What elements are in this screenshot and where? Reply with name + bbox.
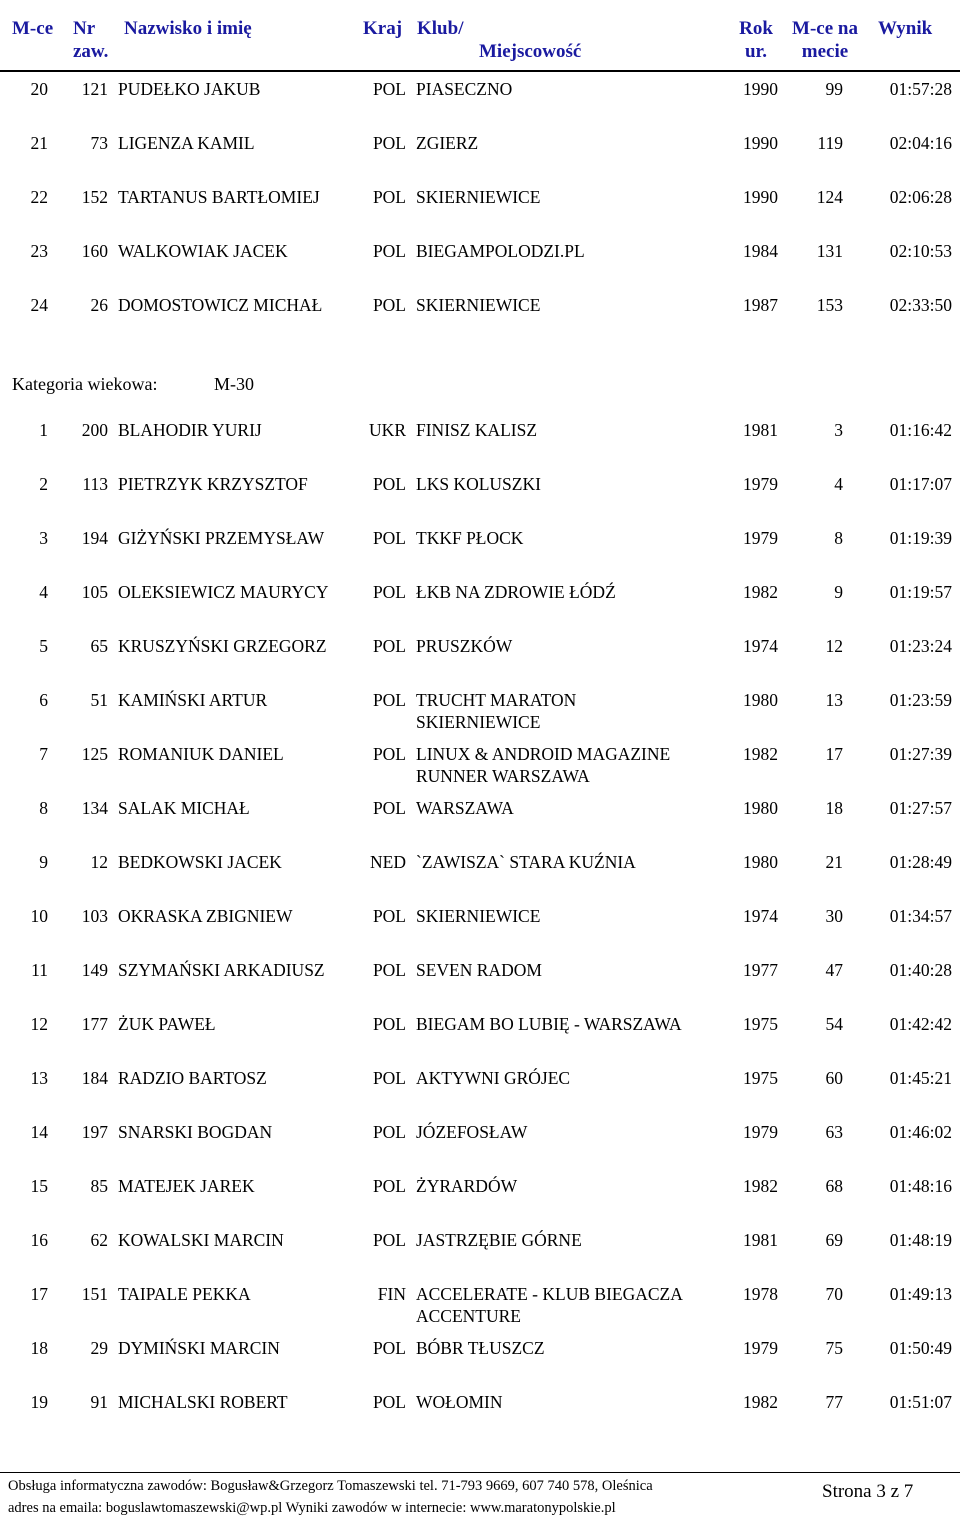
cell-name: PIETRZYK KRZYSZTOF xyxy=(118,474,308,494)
cell-club-line: `ZAWISZA` STARA KUŹNIA xyxy=(416,852,636,872)
cell-cat-place: 18 xyxy=(825,798,843,818)
cell-cat-place: 17 xyxy=(825,744,843,764)
cell-year: 1974 xyxy=(743,636,778,656)
cell-club xyxy=(416,581,616,603)
cell-place: 13 xyxy=(30,1068,48,1088)
cell-club xyxy=(416,743,670,787)
cell-club xyxy=(416,419,537,441)
cell-name: SNARSKI BOGDAN xyxy=(118,1122,273,1142)
cell-club-line: BIEGAM BO LUBIĘ - WARSZAWA xyxy=(416,1014,682,1034)
cell-country: POL xyxy=(372,1068,406,1088)
cell-club-line: JASTRZĘBIE GÓRNE xyxy=(416,1230,582,1250)
cell-place: 14 xyxy=(30,1122,48,1142)
cell-bib: 200 xyxy=(81,420,108,440)
cell-club xyxy=(416,905,540,927)
cell-year: 1990 xyxy=(743,133,778,153)
cell-country: POL xyxy=(372,1014,406,1034)
cell-cat-place: 77 xyxy=(825,1392,843,1412)
cell-club-line: SKIERNIEWICE xyxy=(416,187,541,207)
cell-club-line: BIEGAMPOLODZI.PL xyxy=(416,241,585,261)
cell-result: 01:49:13 xyxy=(889,1284,952,1304)
cell-country: POL xyxy=(372,906,406,926)
cell-club-line: JÓZEFOSŁAW xyxy=(416,1122,528,1142)
cell-cat-place: 9 xyxy=(834,582,843,602)
cell-name: LIGENZA KAMIL xyxy=(118,133,255,153)
footer-contact: adres na emaila: boguslawtomaszewski@wp.pl Wyniki zawodów w internecie: www.maratonypolskie.pl xyxy=(8,1500,616,1516)
cell-club-line: PRUSZKÓW xyxy=(416,636,513,656)
cell-year: 1981 xyxy=(743,420,778,440)
cell-country: POL xyxy=(372,1392,406,1412)
cell-bib: 177 xyxy=(81,1014,108,1034)
cell-cat-place: 75 xyxy=(825,1338,843,1358)
cell-result: 02:04:16 xyxy=(889,133,952,153)
cell-club xyxy=(416,1121,527,1143)
header-result: Wynik xyxy=(878,18,933,39)
cell-bib: 85 xyxy=(90,1176,108,1196)
cell-year: 1979 xyxy=(743,474,778,494)
cell-cat-place: 63 xyxy=(825,1122,843,1142)
cell-bib: 26 xyxy=(90,295,108,315)
cell-cat-place: 119 xyxy=(817,133,843,153)
cell-year: 1974 xyxy=(743,906,778,926)
cell-year: 1982 xyxy=(743,1176,778,1196)
cell-bib: 197 xyxy=(81,1122,108,1142)
cell-club-line: PIASECZNO xyxy=(416,79,513,99)
cell-year: 1975 xyxy=(743,1014,778,1034)
cell-club xyxy=(416,959,542,981)
cell-country: POL xyxy=(372,187,406,207)
cell-cat-place: 124 xyxy=(816,187,843,207)
cell-country: POL xyxy=(372,241,406,261)
cell-country: POL xyxy=(372,690,406,710)
cell-club xyxy=(416,797,514,819)
cell-club-line: WOŁOMIN xyxy=(416,1392,503,1412)
cell-result: 01:27:39 xyxy=(889,744,952,764)
cell-place: 18 xyxy=(30,1338,48,1358)
footer-credits: Obsługa informatyczna zawodów: Bogusław&Grzegorz Tomaszewski tel. 71-793 9669, 607 740 578, Oleśnica xyxy=(8,1478,653,1494)
cell-cat-place: 21 xyxy=(825,852,843,872)
cell-club-line: LKS KOLUSZKI xyxy=(416,474,541,494)
cell-cat-place: 4 xyxy=(834,474,843,494)
cell-cat-place: 131 xyxy=(816,241,843,261)
cell-place: 15 xyxy=(30,1176,48,1196)
cell-club-line: SKIERNIEWICE xyxy=(416,712,541,732)
cell-name: BLAHODIR YURIJ xyxy=(118,420,262,440)
cell-cat-place: 153 xyxy=(816,295,843,315)
cell-club-line: SEVEN RADOM xyxy=(416,960,542,980)
cell-result: 01:34:57 xyxy=(889,906,952,926)
cell-result: 01:57:28 xyxy=(889,79,952,99)
cell-place: 22 xyxy=(30,187,48,207)
cell-name: KAMIŃSKI ARTUR xyxy=(118,690,268,710)
category-value: M-30 xyxy=(214,374,254,394)
cell-cat-place: 30 xyxy=(825,906,843,926)
category-heading xyxy=(12,373,254,395)
cell-bib: 65 xyxy=(90,636,108,656)
cell-club-line: ZGIERZ xyxy=(416,133,479,153)
cell-bib: 12 xyxy=(90,852,108,872)
header-name: Nazwisko i imię xyxy=(124,18,252,39)
cell-club xyxy=(416,132,478,154)
cell-year: 1978 xyxy=(743,1284,778,1304)
cell-result: 01:16:42 xyxy=(889,420,952,440)
cell-club xyxy=(416,473,541,495)
page-number: Strona 3 z 7 xyxy=(822,1481,914,1502)
cell-year: 1982 xyxy=(743,744,778,764)
cell-bib: 184 xyxy=(81,1068,108,1088)
cell-country: POL xyxy=(372,133,406,153)
cell-place: 9 xyxy=(39,852,48,872)
cell-cat-place: 99 xyxy=(825,79,843,99)
cell-bib: 73 xyxy=(90,133,108,153)
cell-country: POL xyxy=(372,1122,406,1142)
cell-bib: 105 xyxy=(81,582,108,602)
cell-place: 8 xyxy=(39,798,48,818)
cell-name: SALAK MICHAŁ xyxy=(118,798,250,818)
cell-place: 21 xyxy=(30,133,48,153)
cell-year: 1979 xyxy=(743,1122,778,1142)
cell-name: DYMIŃSKI MARCIN xyxy=(118,1338,280,1358)
cell-result: 01:23:59 xyxy=(889,690,952,710)
cell-cat-place: 12 xyxy=(825,636,843,656)
cell-result: 01:28:49 xyxy=(889,852,952,872)
cell-club xyxy=(416,851,636,873)
cell-country: POL xyxy=(372,79,406,99)
cell-bib: 149 xyxy=(81,960,108,980)
cell-country: POL xyxy=(372,960,406,980)
cell-club-line: ŁKB NA ZDROWIE ŁÓDŹ xyxy=(416,582,616,602)
cell-club xyxy=(416,1337,545,1359)
cell-result: 01:48:16 xyxy=(889,1176,952,1196)
cell-result: 01:40:28 xyxy=(889,960,952,980)
cell-result: 01:19:39 xyxy=(889,528,952,548)
cell-bib: 121 xyxy=(81,79,108,99)
cell-cat-place: 69 xyxy=(825,1230,843,1250)
cell-result: 01:51:07 xyxy=(889,1392,952,1412)
cell-name: ŻUK PAWEŁ xyxy=(118,1014,216,1034)
cell-bib: 62 xyxy=(90,1230,108,1250)
cell-country: POL xyxy=(372,295,406,315)
cell-result: 01:50:49 xyxy=(889,1338,952,1358)
cell-result: 02:10:53 xyxy=(889,241,952,261)
cell-place: 23 xyxy=(30,241,48,261)
cell-place: 4 xyxy=(39,582,48,602)
cell-year: 1987 xyxy=(743,295,778,315)
cell-place: 12 xyxy=(30,1014,48,1034)
cell-bib: 51 xyxy=(90,690,108,710)
cell-club xyxy=(416,1283,683,1327)
cell-result: 01:48:19 xyxy=(889,1230,952,1250)
cell-name: TARTANUS BARTŁOMIEJ xyxy=(118,187,320,207)
cell-bib: 152 xyxy=(81,187,108,207)
cell-club xyxy=(416,78,512,100)
header-year: Rok ur. xyxy=(739,18,773,62)
cell-cat-place: 13 xyxy=(825,690,843,710)
cell-club xyxy=(416,1175,517,1197)
cell-club-line: ŻYRARDÓW xyxy=(416,1176,518,1196)
category-label: Kategoria wiekowa: xyxy=(12,374,158,394)
cell-club-line: LINUX & ANDROID MAGAZINE xyxy=(416,744,671,764)
cell-club-line: ACCENTURE xyxy=(416,1306,521,1326)
header-place: M-ce xyxy=(12,18,54,39)
cell-club-line: RUNNER WARSZAWA xyxy=(416,766,590,786)
cell-club-line: TRUCHT MARATON xyxy=(416,690,577,710)
cell-country: UKR xyxy=(369,420,406,440)
cell-year: 1980 xyxy=(743,852,778,872)
cell-year: 1975 xyxy=(743,1068,778,1088)
cell-year: 1982 xyxy=(743,582,778,602)
cell-year: 1982 xyxy=(743,1392,778,1412)
cell-name: ROMANIUK DANIEL xyxy=(118,744,284,764)
cell-name: BEDKOWSKI JACEK xyxy=(118,852,282,872)
cell-club xyxy=(416,1013,682,1035)
cell-cat-place: 47 xyxy=(825,960,843,980)
cell-name: RADZIO BARTOSZ xyxy=(118,1068,267,1088)
cell-bib: 134 xyxy=(81,798,108,818)
cell-name: WALKOWIAK JACEK xyxy=(118,241,288,261)
cell-club xyxy=(416,1229,582,1251)
cell-club-line: ACCELERATE - KLUB BIEGACZA xyxy=(416,1284,683,1304)
cell-bib: 125 xyxy=(81,744,108,764)
cell-club xyxy=(416,527,523,549)
cell-name: OKRASKA ZBIGNIEW xyxy=(118,906,293,926)
cell-year: 1980 xyxy=(743,798,778,818)
cell-bib: 160 xyxy=(81,241,108,261)
cell-club xyxy=(416,240,585,262)
cell-result: 01:45:21 xyxy=(889,1068,952,1088)
cell-cat-place: 3 xyxy=(834,420,843,440)
cell-name: DOMOSTOWICZ MICHAŁ xyxy=(118,295,323,315)
cell-place: 1 xyxy=(39,420,48,440)
cell-country: FIN xyxy=(377,1284,406,1304)
cell-club xyxy=(416,1391,503,1413)
cell-result: 01:27:57 xyxy=(889,798,952,818)
cell-country: POL xyxy=(372,582,406,602)
cell-place: 3 xyxy=(39,528,48,548)
cell-place: 6 xyxy=(39,690,48,710)
page-footer xyxy=(0,1478,960,1523)
cell-cat-place: 70 xyxy=(825,1284,843,1304)
cell-year: 1977 xyxy=(743,960,778,980)
cell-cat-place: 60 xyxy=(825,1068,843,1088)
cell-name: KRUSZYŃSKI GRZEGORZ xyxy=(118,636,327,656)
cell-place: 19 xyxy=(30,1392,48,1412)
cell-country: POL xyxy=(372,1176,406,1196)
cell-cat-place: 54 xyxy=(825,1014,843,1034)
cell-name: OLEKSIEWICZ MAURYCY xyxy=(118,582,329,602)
footer-divider xyxy=(0,1472,960,1473)
cell-bib: 194 xyxy=(81,528,108,548)
cell-country: POL xyxy=(372,636,406,656)
cell-club-line: SKIERNIEWICE xyxy=(416,906,541,926)
cell-place: 20 xyxy=(30,79,48,99)
cell-club xyxy=(416,1067,570,1089)
cell-name: GIŻYŃSKI PRZEMYSŁAW xyxy=(118,528,325,548)
cell-country: POL xyxy=(372,1230,406,1250)
cell-country: POL xyxy=(372,1338,406,1358)
cell-result: 02:06:28 xyxy=(889,187,952,207)
cell-year: 1979 xyxy=(743,528,778,548)
cell-place: 10 xyxy=(30,906,48,926)
header-cat-place: M-ce na mecie xyxy=(792,18,858,62)
cell-country: NED xyxy=(370,852,406,872)
cell-result: 01:46:02 xyxy=(889,1122,952,1142)
cell-year: 1990 xyxy=(743,79,778,99)
cell-name: MICHALSKI ROBERT xyxy=(118,1392,288,1412)
cell-result: 02:33:50 xyxy=(889,295,952,315)
cell-place: 2 xyxy=(39,474,48,494)
cell-name: SZYMAŃSKI ARKADIUSZ xyxy=(118,960,325,980)
cell-place: 5 xyxy=(39,636,48,656)
cell-club-line: TKKF PŁOCK xyxy=(416,528,524,548)
results-table-header xyxy=(0,0,960,70)
cell-year: 1979 xyxy=(743,1338,778,1358)
cell-year: 1990 xyxy=(743,187,778,207)
header-country: Kraj xyxy=(363,18,403,39)
cell-bib: 151 xyxy=(81,1284,108,1304)
header-club: Klub/ Miejscowość xyxy=(417,18,582,62)
cell-name: PUDEŁKO JAKUB xyxy=(118,79,261,99)
cell-country: POL xyxy=(372,744,406,764)
cell-name: TAIPALE PEKKA xyxy=(118,1284,251,1304)
cell-country: POL xyxy=(372,798,406,818)
cell-result: 01:42:42 xyxy=(889,1014,952,1034)
cell-club xyxy=(416,186,540,208)
cell-year: 1980 xyxy=(743,690,778,710)
cell-bib: 103 xyxy=(81,906,108,926)
cell-bib: 29 xyxy=(90,1338,108,1358)
cell-name: KOWALSKI MARCIN xyxy=(118,1230,284,1250)
cell-club-line: SKIERNIEWICE xyxy=(416,295,541,315)
cell-club xyxy=(416,635,512,657)
cell-club-line: AKTYWNI GRÓJEC xyxy=(416,1068,571,1088)
cell-year: 1981 xyxy=(743,1230,778,1250)
cell-year: 1984 xyxy=(743,241,778,261)
cell-result: 01:23:24 xyxy=(889,636,952,656)
cell-bib: 113 xyxy=(82,474,108,494)
cell-place: 24 xyxy=(30,295,48,315)
cell-club-line: BÓBR TŁUSZCZ xyxy=(416,1338,545,1358)
cell-place: 7 xyxy=(39,744,48,764)
cell-club xyxy=(416,689,576,733)
cell-place: 11 xyxy=(31,960,48,980)
header-bib: Nr zaw. xyxy=(73,18,109,62)
cell-place: 17 xyxy=(30,1284,48,1304)
cell-cat-place: 68 xyxy=(825,1176,843,1196)
cell-result: 01:19:57 xyxy=(889,582,952,602)
cell-club xyxy=(416,294,540,316)
cell-bib: 91 xyxy=(90,1392,108,1412)
cell-name: MATEJEK JAREK xyxy=(118,1176,255,1196)
header-divider xyxy=(0,70,960,72)
cell-place: 16 xyxy=(30,1230,48,1250)
cell-country: POL xyxy=(372,474,406,494)
cell-cat-place: 8 xyxy=(834,528,843,548)
cell-club-line: WARSZAWA xyxy=(416,798,514,818)
cell-club-line: FINISZ KALISZ xyxy=(416,420,538,440)
cell-country: POL xyxy=(372,528,406,548)
cell-result: 01:17:07 xyxy=(889,474,952,494)
